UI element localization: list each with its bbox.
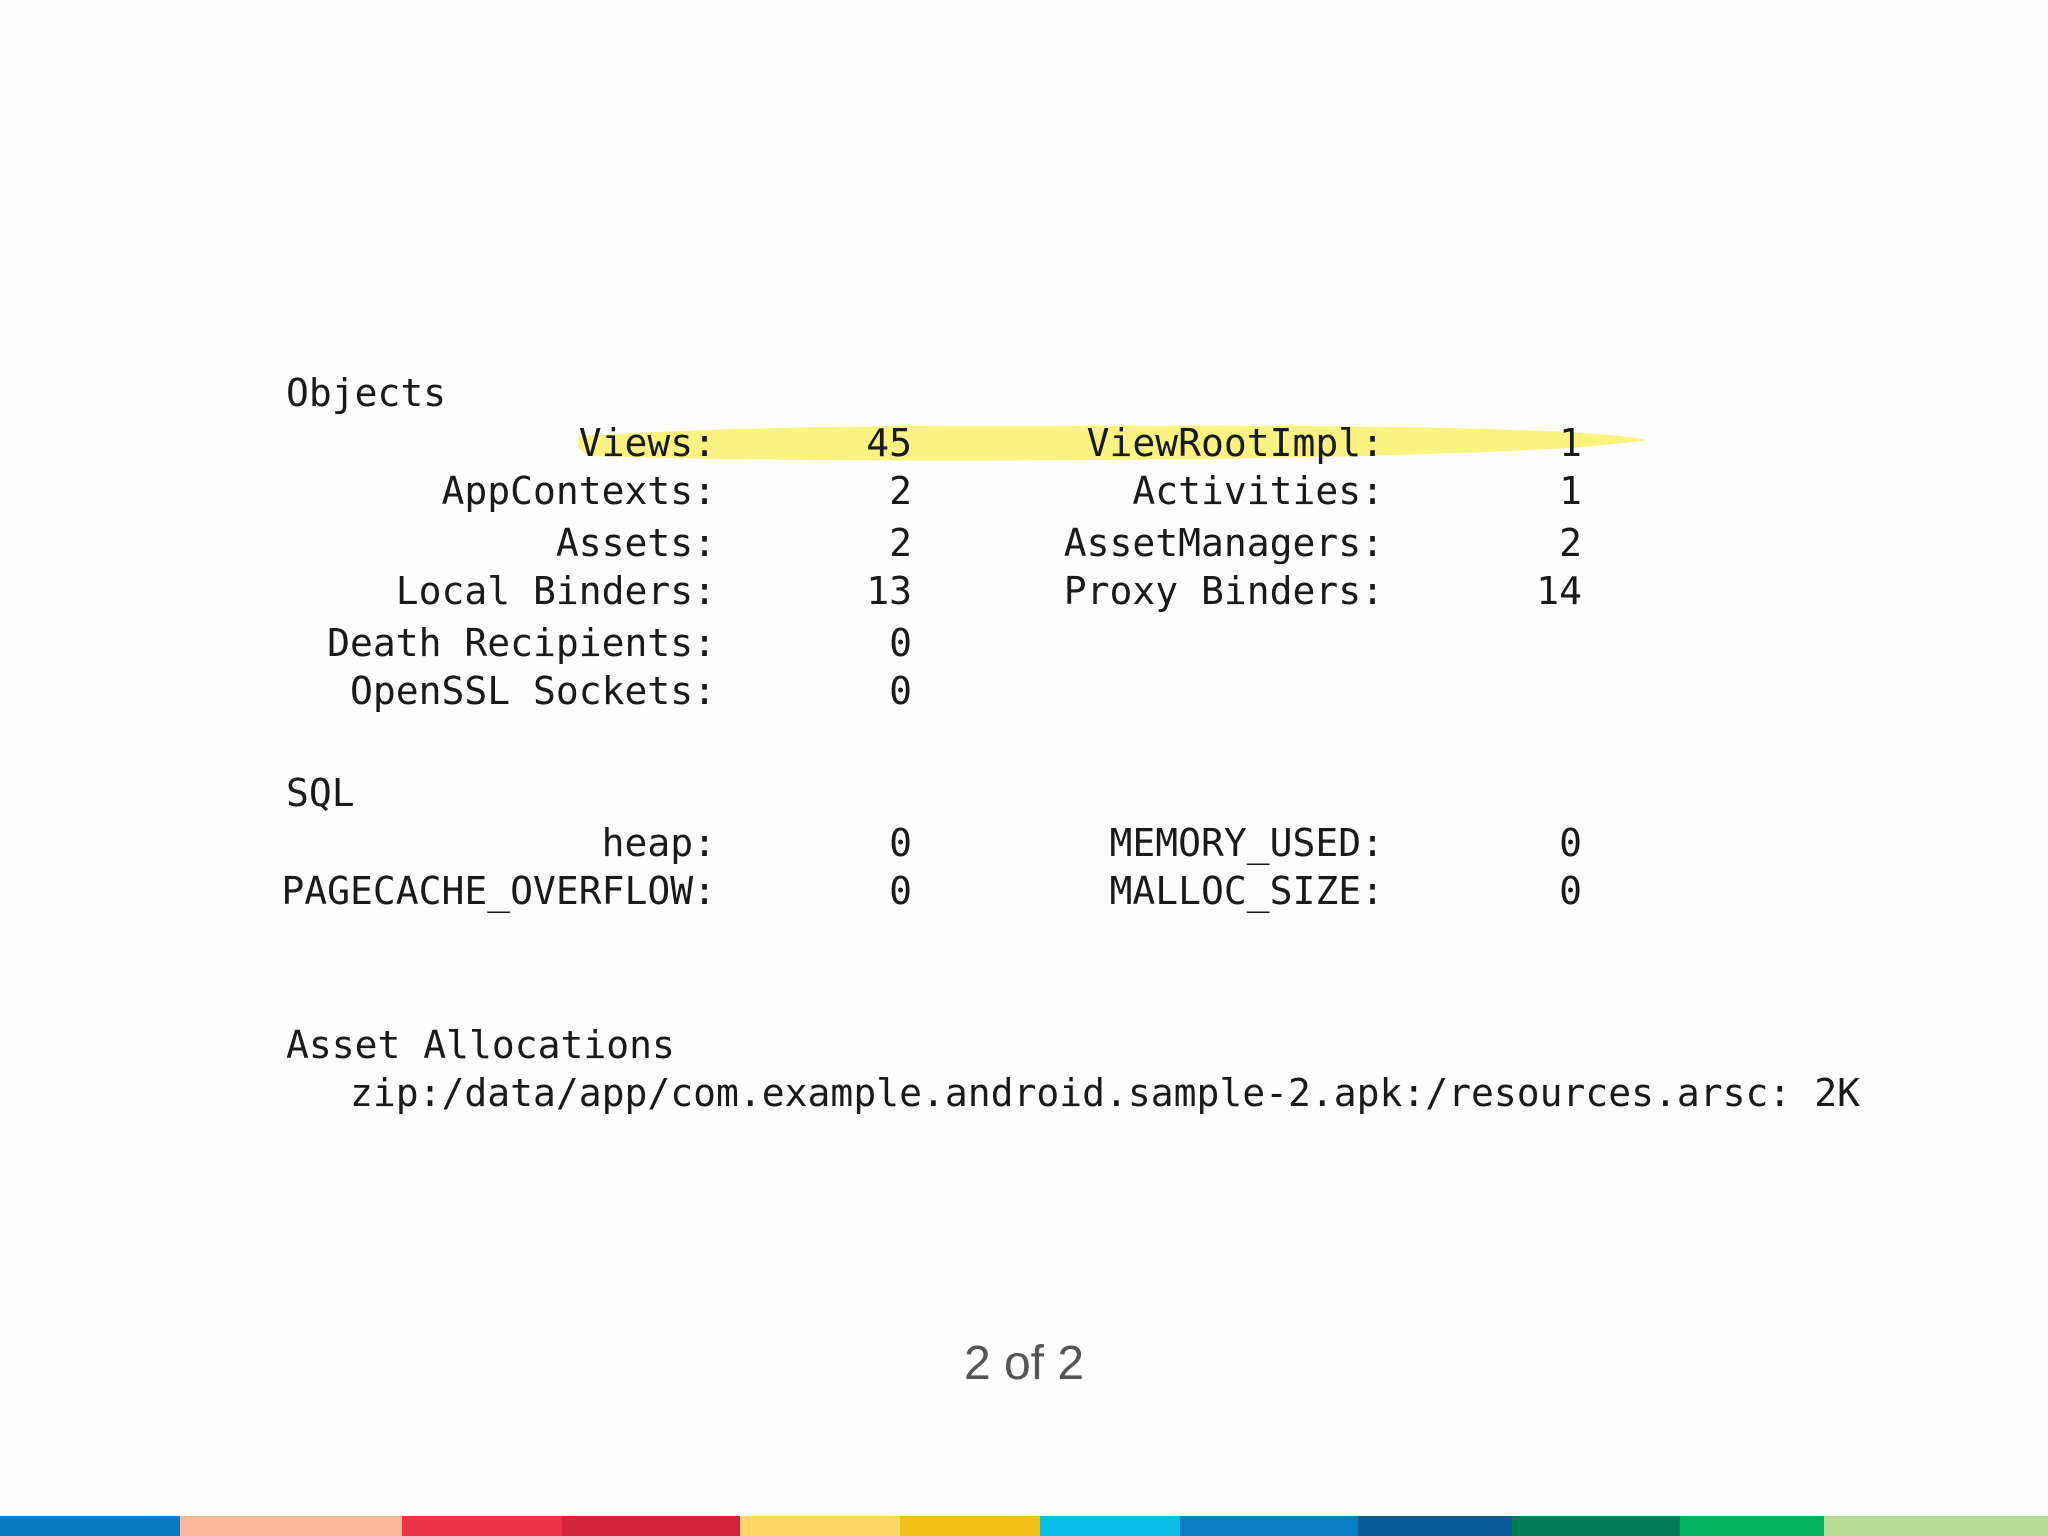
row-label: OpenSSL Sockets: bbox=[349, 669, 716, 713]
objects-section-title: Objects bbox=[286, 371, 447, 415]
asset-allocation-entry: zip:/data/app/com.example.android.sample-2.apk:/resources.arsc: 2K bbox=[350, 1071, 1860, 1115]
row-label: AppContexts: bbox=[441, 469, 716, 513]
row-value: 1 bbox=[1559, 421, 1582, 465]
row-value: 45 bbox=[866, 421, 912, 465]
color-stripe bbox=[402, 1516, 562, 1536]
row-label: ViewRootImpl: bbox=[1086, 421, 1384, 465]
color-stripe bbox=[900, 1516, 1040, 1536]
color-stripe bbox=[1040, 1516, 1180, 1536]
row-value: 0 bbox=[1559, 821, 1582, 865]
color-stripe bbox=[562, 1516, 740, 1536]
row-label: Activities: bbox=[1132, 469, 1384, 513]
row-label: Views: bbox=[578, 421, 716, 465]
color-stripe bbox=[1824, 1516, 2048, 1536]
color-stripe bbox=[1358, 1516, 1512, 1536]
row-value: 2 bbox=[1559, 521, 1582, 565]
row-label: heap: bbox=[601, 821, 716, 865]
row-value: 1 bbox=[1559, 469, 1582, 513]
row-value: 0 bbox=[889, 669, 912, 713]
sql-section-title: SQL bbox=[286, 771, 355, 815]
row-label: AssetManagers: bbox=[1063, 521, 1384, 565]
color-stripe bbox=[1680, 1516, 1824, 1536]
row-value: 2 bbox=[889, 469, 912, 513]
row-value: 14 bbox=[1536, 569, 1582, 613]
color-stripe bbox=[1512, 1516, 1680, 1536]
row-label: Assets: bbox=[555, 521, 716, 565]
row-value: 0 bbox=[889, 821, 912, 865]
row-value: 13 bbox=[866, 569, 912, 613]
row-label: PAGECACHE_OVERFLOW: bbox=[281, 869, 716, 913]
row-label: Proxy Binders: bbox=[1063, 569, 1384, 613]
page-indicator: 2 of 2 bbox=[963, 1337, 1085, 1390]
row-label: Death Recipients: bbox=[327, 621, 716, 665]
color-stripe bbox=[0, 1516, 180, 1536]
footer-color-bar bbox=[0, 1516, 2048, 1536]
color-stripe bbox=[740, 1516, 900, 1536]
row-value: 0 bbox=[1559, 869, 1582, 913]
row-label: Local Binders: bbox=[395, 569, 716, 613]
asset-allocations-title: Asset Allocations bbox=[286, 1023, 675, 1067]
color-stripe bbox=[180, 1516, 402, 1536]
color-stripe bbox=[1180, 1516, 1358, 1536]
row-label: MALLOC_SIZE: bbox=[1109, 869, 1384, 913]
row-label: MEMORY_USED: bbox=[1109, 821, 1384, 865]
row-value: 0 bbox=[889, 621, 912, 665]
row-value: 0 bbox=[889, 869, 912, 913]
row-value: 2 bbox=[889, 521, 912, 565]
